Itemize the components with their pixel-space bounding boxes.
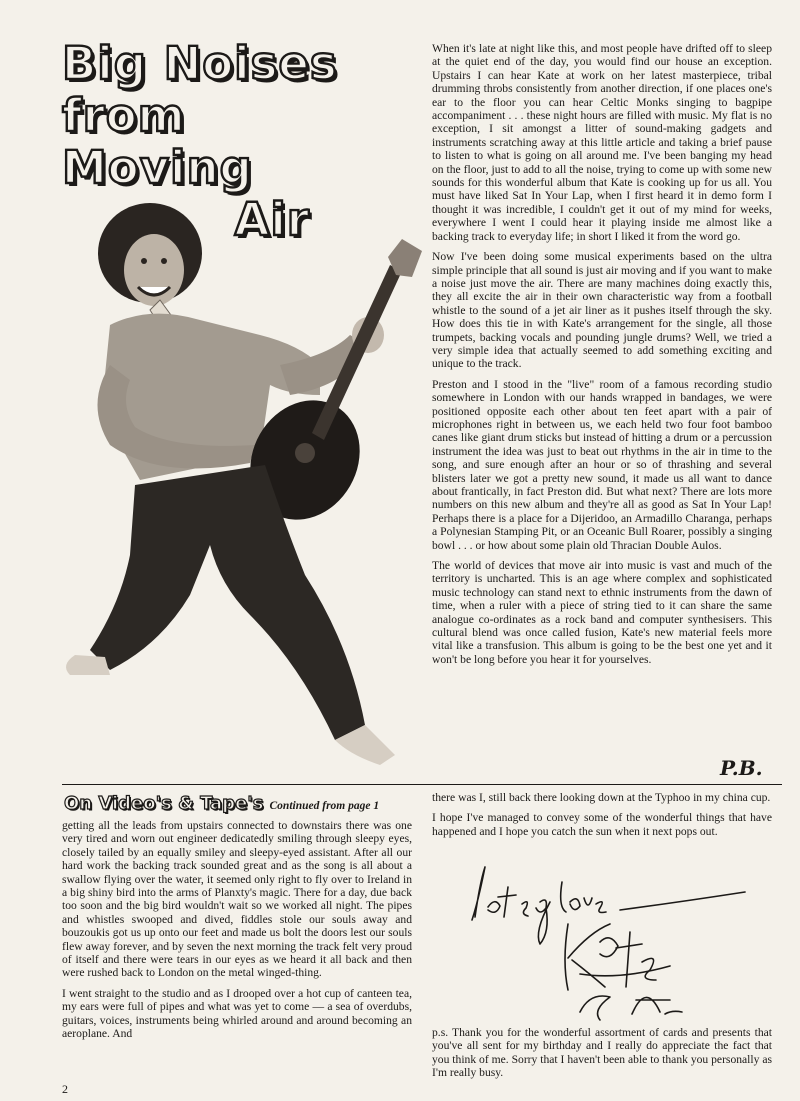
musician-photo (50, 195, 430, 775)
handwritten-signature (460, 862, 760, 1022)
article-paragraph: When it's late at night like this, and most people have drifted off to sleep at the quiet end of the day, you would find our house an exception. Upstairs I can hear Kate at work on her latest masterpiece, tribal drumming throbs consistently from another direction, if one places one's ear to the floor you can hear Celtic Monks singing to bagpipe accompaniment . . . these night hours are filled with music. My flat is no exception, I sit amongst a litter of sound-making gadgets and instruments scratching away at this little article and taking a brief pause to listen to what is going on all around me. I've been banging my head on the floor, just to add to all the noise, trying to come up with some new sounds for this wonderful album that Kate is cooking up for us all. You must have liked Sat In Your Lap, when I first heard it in demo form I thought it was incredible, I couldn't get it out of my mind for weeks, everywhere I went I could hear it playing inside me almost like a backing track to everyday life; in short I liked it from the word go. (432, 42, 772, 243)
headline-line-1: Big Noises (62, 37, 338, 90)
headline-line-2: from Moving (62, 89, 253, 194)
continued-paragraph: there was I, still back there looking down at the Typhoo in my china cup. (432, 791, 771, 804)
article-paragraph: Preston and I stood in the "live" room of a famous recording studio somewhere in London with our hands wrapped in bandages, we were positioned opposite each other about ten feet apart with a pair of microphones right in between us, we each held two four foot bamboo canes like giant drum sticks but instead of hitting a drum or a percussion instrument the idea was just to beat out rhythms in the air in time to the song, and sure enough after an hour or so of thrashing and several blisters later we got a pretty new sound, it made us all want to dance about frantically, in fact Preston did. But what next? There are lots more numbers on this new album and they're all as good as Sat In Your Lap! Perhaps there is a place for a Dijeridoo, an Armadillo Charanga, perhaps a Polynesian Stamping Pit, or an Oceanic Bull Roarer, possibly a singing bowl . . . or how about some plain old Thracian Double Aulos. (432, 377, 772, 552)
main-article (432, 42, 772, 673)
continued-subtitle: Continued from page 1 (269, 800, 380, 812)
continued-paragraph: I went straight to the studio and as I drooped over a hot cup of canteen tea, my ears were full of pipes and what was yet to come — a sea of overdubs, guitars, voices, instruments being whirled around and around becoming an aeroplane. And (62, 986, 412, 1041)
continued-paragraph: I hope I've managed to convey some of the wonderful things that have happened and I hope you catch the sun when it next pops out. (432, 811, 772, 838)
section-divider (62, 784, 782, 785)
author-initials: P.B. (720, 756, 763, 780)
continued-paragraph: getting all the leads from upstairs connected to downstairs there was one very tired and worn out engineer dedicatedly smiling through sleepy eyes, closely tailed by an equally smiley and sleepy-eyed assistant. After all our hard work the backing track sounded great and as the song is all about a swallow flying over the water, it seemed only right to fly over to Ireland in a big shiny bird into the arms of Planxty's magic. There for a day, due back too soon and the big bird wouldn't wait so we worked all night. The pipes and whistles swooped and dived, fiddles stole our souls away and bouzoukis got us up onto our feet and made us bolt the doors lest our souls flew away forever, and by seven the next morning the track felt very proud of itself and there were tears in our eyes as we heard it all back and then were rushed back to London on the metal winged-thing. (62, 819, 412, 980)
article-paragraph: The world of devices that move air into music is vast and much of the territory is uncharted. This is an age where complex and sophisticated music technology can stand next to ethnic instruments from the dawn of time, when a ruler with a piece of string tied to it can share the same analogue co-ordinates as a rock band and computer synthesisers. This cultural blend was once called fusion, Kate's new material feels more vital like a transfusion. This album is going to be the best one yet and it won't be long before you hear it for yourselves. (432, 559, 772, 666)
page-number: 2 (62, 1082, 68, 1096)
article-paragraph: Now I've been doing some musical experiments based on the ultra simple principle that all sound is just air moving and if you want to make a noise just move the air. There are many machines doing exactly this, they all excite the air in their own characteristic way from a football whistle to the sound of a jet air liner as it pushes itself through the sky. How does this tie in with Kate's arrangement for the single, all those trumpets, backing vocals and pounding jungle drums? Well, we tried a very simple idea that actually seemed to add something exciting and unique to the track. (432, 250, 772, 371)
postscript: p.s. Thank you for the wonderful assortment of cards and presents that you've all sent for my birthday and I really do appreciate the fact that you think of me. Sorry that I haven't been able to thank you personally as I'm really busy. (432, 1026, 772, 1080)
headline-line-3: Air (234, 193, 310, 246)
continued-header (64, 793, 379, 814)
continued-title: On Video's & Tape's (64, 793, 264, 814)
continued-column-right (432, 791, 772, 845)
continued-column-left (62, 819, 412, 1048)
